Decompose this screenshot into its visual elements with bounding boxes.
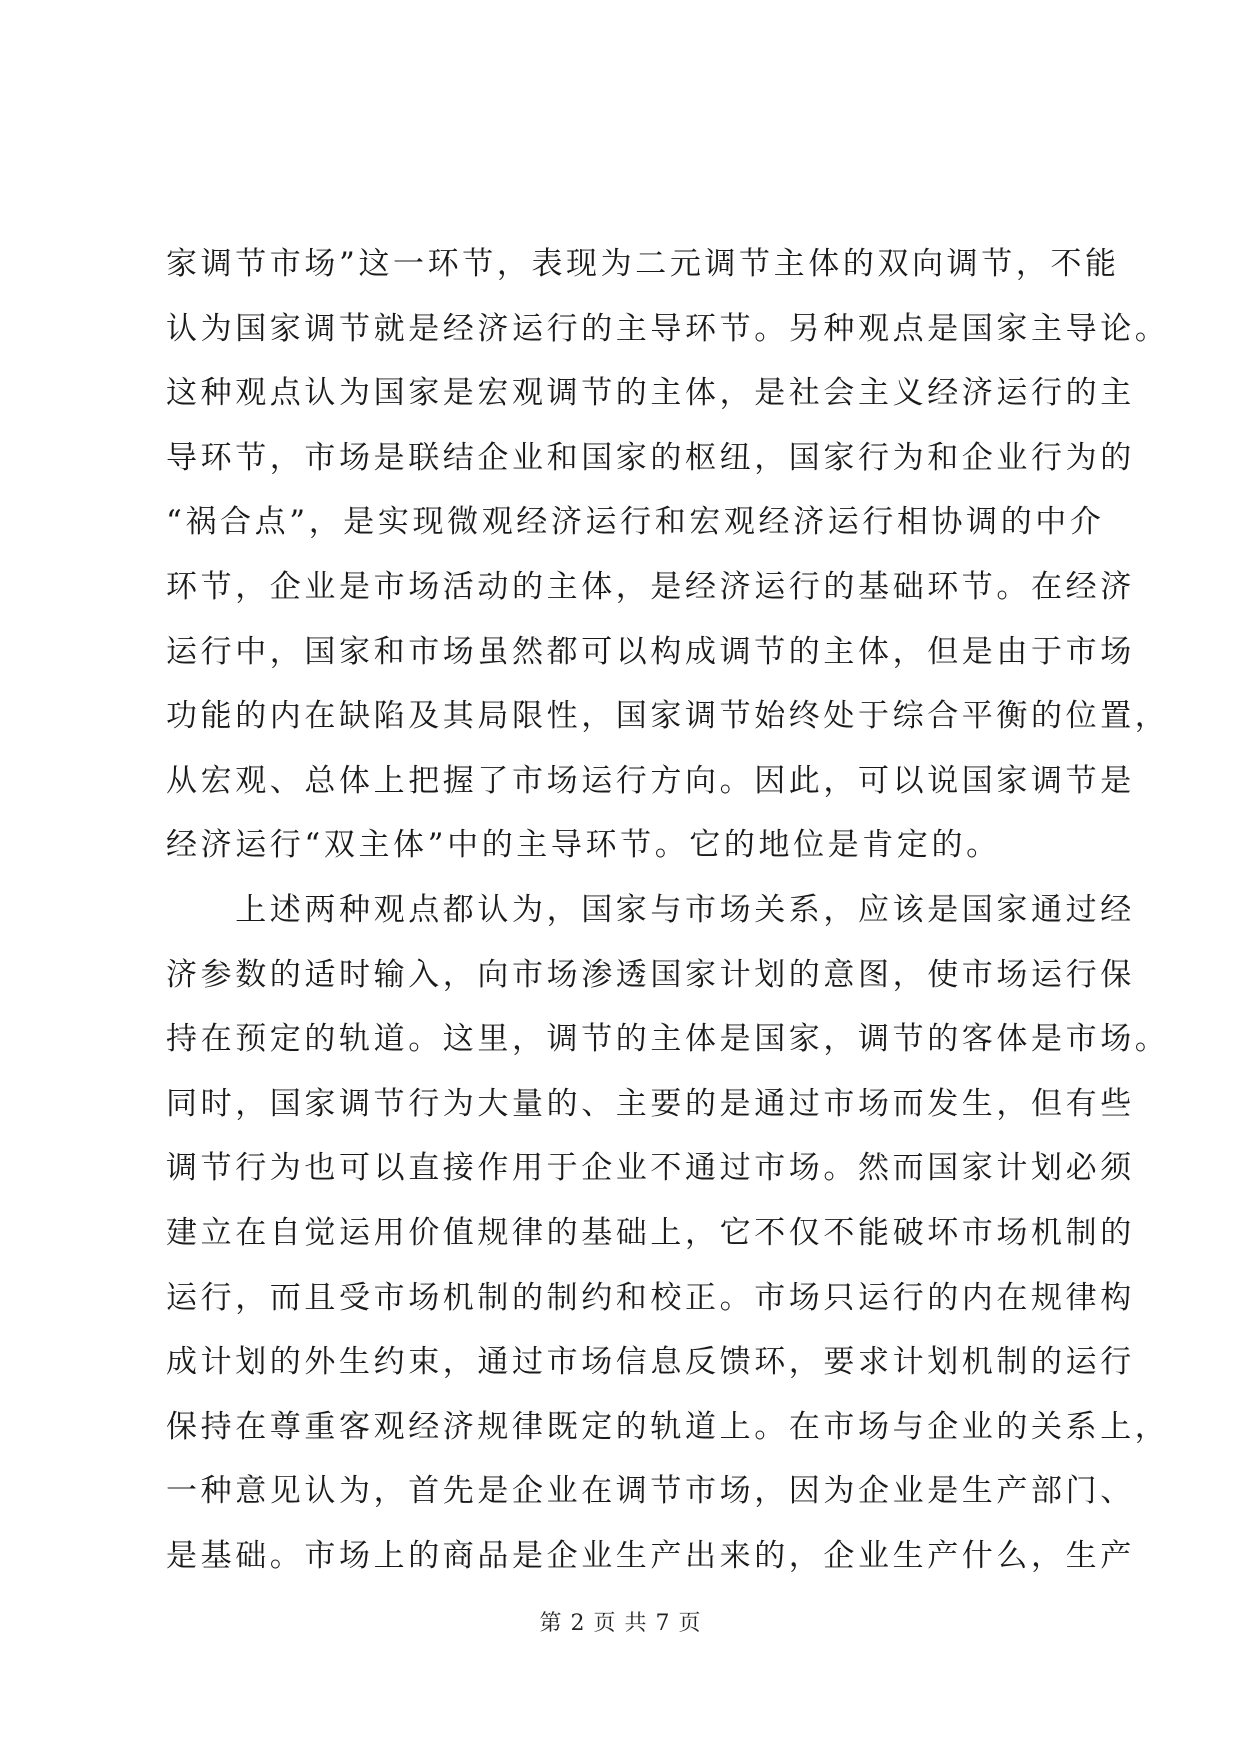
paragraph-start-line: 上述两种观点都认为，国家与市场关系，应该是国家通过经 — [166, 891, 1135, 928]
text-line: 功能的内在缺陷及其局限性，国家调节始终处于综合平衡的位置， — [166, 698, 1170, 735]
text-line: 是基础。市场上的商品是企业生产出来的，企业生产什么，生产 — [166, 1537, 1135, 1574]
text-line: 家调节市场”这一环节，表现为二元调节主体的双向调节，不能 — [166, 246, 1120, 282]
text-line: 环节，企业是市场活动的主体，是经济运行的基础环节。在经济 — [166, 568, 1135, 605]
text-line: 一种意见认为，首先是企业在调节市场，因为企业是生产部门、 — [166, 1473, 1135, 1510]
text-line: 经济运行“双主体”中的主导环节。它的地位是肯定的。 — [166, 827, 1001, 864]
text-line: 这种观点认为国家是宏观调节的主体，是社会主义经济运行的主 — [166, 375, 1135, 412]
text-line: 运行，而且受市场机制的制约和校正。市场只运行的内在规律构 — [166, 1279, 1135, 1316]
text-line: 持在预定的轨道。这里，调节的主体是国家，调节的客体是市场。 — [166, 1021, 1170, 1058]
text-line: 建立在自觉运用价值规律的基础上，它不仅不能破坏市场机制的 — [166, 1214, 1135, 1251]
text-line: 保持在尊重客观经济规律既定的轨道上。在市场与企业的关系上， — [166, 1408, 1170, 1445]
text-line: 导环节，市场是联结企业和国家的枢纽，国家行为和企业行为的 — [166, 439, 1135, 476]
text-line: 成计划的外生约束，通过市场信息反馈环，要求计划机制的运行 — [166, 1344, 1135, 1381]
text-line: 济参数的适时输入，向市场渗透国家计划的意图，使市场运行保 — [166, 956, 1135, 993]
text-line: 调节行为也可以直接作用于企业不通过市场。然而国家计划必须 — [166, 1150, 1135, 1187]
text-line: 同时，国家调节行为大量的、主要的是通过市场而发生，但有些 — [166, 1085, 1135, 1122]
text-line: 从宏观、总体上把握了市场运行方向。因此，可以说国家调节是 — [166, 762, 1135, 799]
text-line: 运行中，国家和市场虽然都可以构成调节的主体，但是由于市场 — [166, 633, 1135, 670]
body-text — [166, 232, 1170, 1588]
text-line: “祸合点”，是实现微观经济运行和宏观经济运行相协调的中介 — [166, 504, 1105, 541]
page-number-footer: 第 2 页 共 7 页 — [539, 1611, 702, 1636]
text-line: 认为国家调节就是经济运行的主导环节。另种观点是国家主导论。 — [166, 310, 1170, 347]
